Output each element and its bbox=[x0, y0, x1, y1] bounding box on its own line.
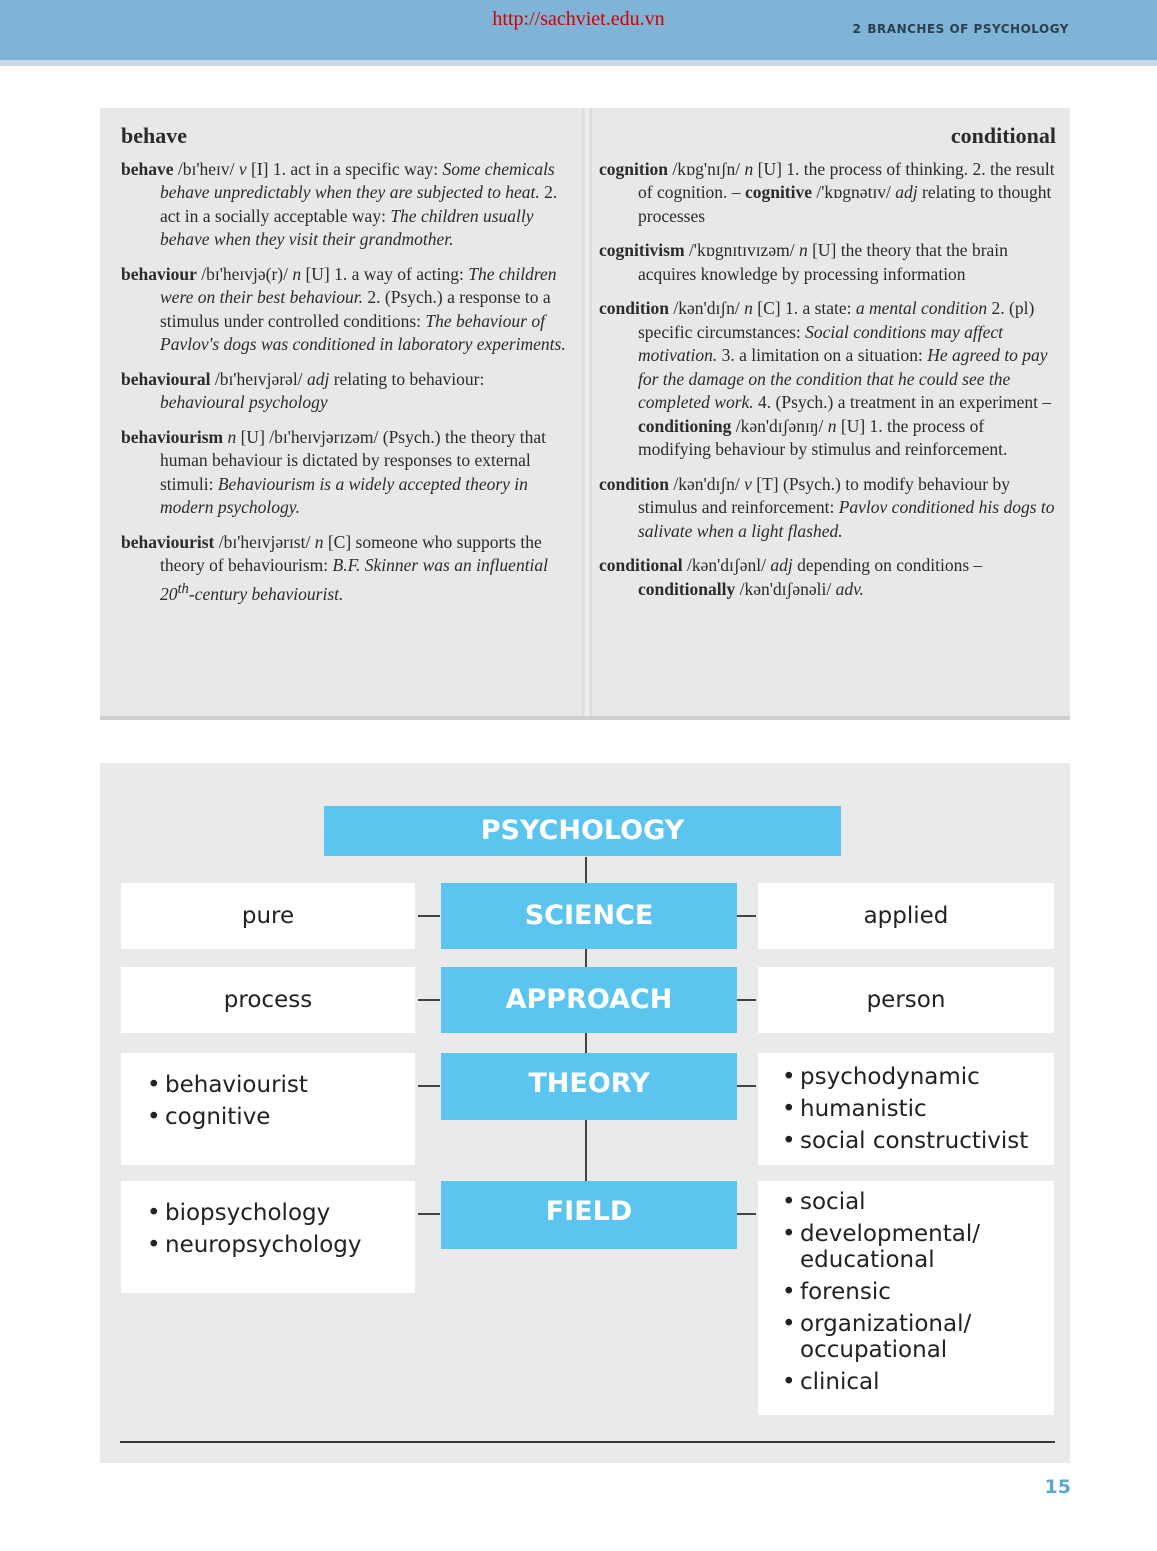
diagram-term bbox=[782, 1189, 1054, 1215]
headword: behave bbox=[121, 158, 174, 179]
diagram-right-box bbox=[758, 883, 1054, 949]
left-entry-list bbox=[121, 158, 571, 606]
diagram-term-list bbox=[782, 1189, 1054, 1395]
headword: behaviourism bbox=[121, 426, 224, 447]
entry-italic: adv. bbox=[835, 578, 864, 599]
diagram-term: pure bbox=[241, 903, 295, 929]
entry-text: [I] 1. act in a specific way: bbox=[246, 158, 443, 179]
entry-text: /kən'dɪʃənəli/ bbox=[735, 578, 836, 599]
glossary-entry bbox=[121, 426, 571, 520]
entry-text: relating to thought processes bbox=[638, 182, 1052, 226]
entry-italic: The children usually behave when they visit their grandmother. bbox=[160, 205, 534, 249]
source-url[interactable]: http://sachviet.edu.vn bbox=[492, 8, 665, 30]
diagram-term bbox=[147, 1229, 415, 1261]
diagram-connector-right bbox=[737, 1085, 756, 1087]
entry-text: 4. (Psych.) a treatment in an experiment – bbox=[753, 392, 1052, 412]
entry-text: /'kɒgnətɪv/ bbox=[812, 182, 896, 202]
chapter-title: BRANCHES OF PSYCHOLOGY bbox=[867, 22, 1069, 36]
diagram-right-box bbox=[758, 967, 1054, 1033]
entry-italic: B.F. Skinner was an influential 20 bbox=[160, 555, 549, 604]
entry-italic: n bbox=[744, 298, 753, 318]
headword: cognition bbox=[599, 158, 669, 179]
entry-italic: adj bbox=[306, 368, 330, 389]
chapter-heading bbox=[853, 22, 1069, 36]
diagram-connector-right bbox=[737, 999, 756, 1001]
glossary-entry bbox=[121, 263, 571, 357]
diagram-right-box bbox=[758, 1053, 1054, 1165]
entry-italic: behavioural psychology bbox=[160, 392, 328, 412]
headword: behavioural bbox=[121, 368, 211, 389]
headword: conditionally bbox=[638, 578, 736, 599]
headword: condition bbox=[599, 473, 670, 494]
diagram-term-text: behaviourist bbox=[165, 1072, 308, 1098]
entry-superscript: th bbox=[177, 580, 189, 597]
headword: condition bbox=[599, 298, 670, 318]
diagram-term-list bbox=[147, 1069, 415, 1133]
headword: cognitivism bbox=[599, 240, 685, 260]
glossary-entry bbox=[599, 158, 1056, 229]
entry-italic: He agreed to pay for the damage on the condition that he could see the completed work. bbox=[638, 345, 1048, 412]
right-guide-word: conditional bbox=[950, 123, 1056, 148]
diagram-center-box: THEORY bbox=[441, 1053, 737, 1120]
entry-text: [U] the theory that the brain acquires knowledge by processing information bbox=[638, 240, 1008, 284]
diagram-left-box bbox=[121, 1053, 415, 1165]
entry-italic: n bbox=[227, 426, 237, 447]
diagram-term bbox=[147, 1197, 415, 1229]
diagram-term-text: social constructivist bbox=[800, 1128, 1029, 1154]
entry-italic: -century behaviourist. bbox=[188, 583, 344, 604]
page-number: 15 bbox=[1044, 1476, 1071, 1498]
entry-text: /bɪ'heɪvjə(r)/ bbox=[196, 263, 293, 284]
entry-text: 2. act in a socially acceptable way: bbox=[160, 182, 558, 226]
page-spine bbox=[582, 108, 592, 716]
entry-text: /bɪ'heɪvjərɪst/ bbox=[214, 531, 315, 552]
diagram-term-text: developmental/ educational bbox=[800, 1221, 980, 1273]
diagram-term-text: social bbox=[800, 1189, 866, 1215]
diagram-right-box bbox=[758, 1181, 1054, 1415]
diagram-left-box bbox=[121, 883, 415, 949]
glossary-left-column bbox=[121, 108, 571, 617]
entry-italic: Pavlov conditioned his dogs to salivate when a light flashed. bbox=[638, 497, 1055, 541]
entry-text: 2. (pl) specific circumstances: bbox=[638, 298, 1035, 342]
diagram-term-text: cognitive bbox=[165, 1104, 271, 1130]
diagram-term bbox=[782, 1311, 1054, 1363]
diagram-term-list bbox=[147, 1197, 415, 1261]
entry-text: /'kɒgnɪtɪvɪzəm/ bbox=[684, 240, 799, 260]
entry-italic: The children were on their best behaviour. bbox=[160, 263, 557, 307]
diagram-root-box: PSYCHOLOGY bbox=[324, 806, 841, 856]
entry-text: [T] (Psych.) to modify behaviour by stimulus and reinforcement: bbox=[638, 473, 1010, 517]
diagram-connector-right bbox=[737, 1213, 756, 1215]
diagram-term-text: organizational/ occupational bbox=[800, 1311, 972, 1363]
diagram-term bbox=[782, 1125, 1054, 1157]
entry-text: /kən'dɪʃənɪŋ/ bbox=[731, 415, 828, 436]
entry-italic: v bbox=[744, 473, 752, 494]
entry-text: [U] 1. the process of modifying behaviour by stimulus and reinforcement. bbox=[638, 415, 1008, 459]
glossary-entry bbox=[121, 158, 571, 252]
diagram-term bbox=[782, 1279, 1054, 1305]
diagram-connector-right bbox=[737, 915, 756, 917]
glossary-panel bbox=[100, 108, 1070, 716]
diagram-term: process bbox=[223, 987, 313, 1013]
diagram-term: person bbox=[866, 987, 946, 1013]
entry-text: [C] someone who supports the theory of behaviourism: bbox=[160, 531, 542, 575]
entry-italic: n bbox=[798, 240, 808, 260]
psychology-branches-diagram bbox=[100, 763, 1070, 1463]
glossary-entry bbox=[599, 473, 1056, 544]
diagram-term bbox=[782, 1221, 1054, 1273]
diagram-term-text: biopsychology bbox=[165, 1200, 331, 1226]
bottom-rule bbox=[120, 1441, 1055, 1443]
diagram-term-list bbox=[782, 1061, 1054, 1157]
diagram-connector-left bbox=[418, 1085, 440, 1087]
diagram-term bbox=[782, 1093, 1054, 1125]
diagram-term-text: clinical bbox=[800, 1369, 880, 1395]
diagram-center-box: FIELD bbox=[441, 1181, 737, 1249]
glossary-entry bbox=[599, 554, 1056, 601]
diagram-center-box: SCIENCE bbox=[441, 883, 737, 949]
diagram-term-text: neuropsychology bbox=[165, 1232, 362, 1258]
entry-text: /kən'dɪʃn/ bbox=[669, 473, 745, 494]
entry-text: /kən'dɪʃənl/ bbox=[682, 555, 771, 575]
diagram-term bbox=[147, 1069, 415, 1101]
diagram-left-box bbox=[121, 967, 415, 1033]
entry-text: [U] 1. the process of thinking. 2. the result of cognition. – bbox=[638, 158, 1055, 202]
entry-italic: n bbox=[744, 158, 754, 179]
right-entry-list bbox=[599, 158, 1056, 602]
headword: behaviourist bbox=[121, 531, 215, 552]
glossary-entry bbox=[599, 239, 1056, 286]
entry-italic: Behaviourism is a widely accepted theory in modern psychology. bbox=[160, 473, 528, 517]
glossary-entry bbox=[121, 531, 571, 606]
diagram-connector-left bbox=[418, 999, 440, 1001]
chapter-number: 2 bbox=[852, 22, 862, 36]
entry-italic: a mental condition bbox=[855, 298, 988, 318]
entry-italic: n bbox=[827, 415, 837, 436]
entry-text: [C] 1. a state: bbox=[752, 298, 856, 318]
entry-italic: The behaviour of Pavlov's dogs was conditioned in laboratory experiments. bbox=[160, 310, 566, 354]
entry-text: [U] /bɪ'heɪvjərɪzəm/ (Psych.) the theory that human behaviour is dictated by responses to external stimuli: bbox=[160, 426, 547, 494]
entry-text: /kɒg'nɪʃn/ bbox=[668, 158, 745, 179]
glossary-entry bbox=[121, 368, 571, 415]
diagram-connector-left bbox=[418, 1213, 440, 1215]
entry-text: 2. (Psych.) a response to a stimulus under controlled conditions: bbox=[160, 287, 551, 331]
diagram-term-text: forensic bbox=[800, 1279, 891, 1305]
entry-text: depending on conditions – bbox=[792, 555, 983, 575]
headword: conditioning bbox=[638, 415, 732, 436]
glossary-entry bbox=[599, 297, 1056, 462]
entry-italic: n bbox=[292, 263, 302, 284]
entry-italic: n bbox=[314, 531, 324, 552]
entry-italic: adj bbox=[770, 555, 793, 575]
diagram-term-text: psychodynamic bbox=[800, 1064, 980, 1090]
diagram-term bbox=[782, 1061, 1054, 1093]
entry-text: /bɪ'heɪv/ bbox=[173, 158, 239, 179]
entry-text: 3. a limitation on a situation: bbox=[717, 345, 928, 365]
entry-italic: v bbox=[238, 158, 247, 179]
entry-text: /kən'dɪʃn/ bbox=[669, 298, 745, 318]
headword: conditional bbox=[599, 555, 683, 575]
entry-italic: Some chemicals behave unpredictably when they are subjected to heat. bbox=[160, 158, 555, 202]
diagram-connector-left bbox=[418, 915, 440, 917]
diagram-left-box bbox=[121, 1181, 415, 1293]
entry-text: [U] 1. a way of acting: bbox=[301, 263, 469, 284]
entry-italic: Social conditions may affect motivation. bbox=[638, 321, 1003, 365]
entry-text: /bɪ'heɪvjərəl/ bbox=[210, 368, 307, 389]
diagram-center-box: APPROACH bbox=[441, 967, 737, 1033]
glossary-right-column bbox=[599, 108, 1056, 612]
headword: behaviour bbox=[121, 263, 197, 284]
diagram-term-text: humanistic bbox=[800, 1096, 927, 1122]
page-header-bar bbox=[0, 0, 1157, 66]
headword: cognitive bbox=[744, 182, 813, 202]
diagram-term bbox=[147, 1101, 415, 1133]
entry-italic: adj bbox=[895, 182, 918, 202]
left-guide-word: behave bbox=[121, 123, 187, 148]
entry-text: relating to behaviour: bbox=[329, 368, 485, 389]
diagram-term: applied bbox=[863, 903, 949, 929]
diagram-term bbox=[782, 1369, 1054, 1395]
